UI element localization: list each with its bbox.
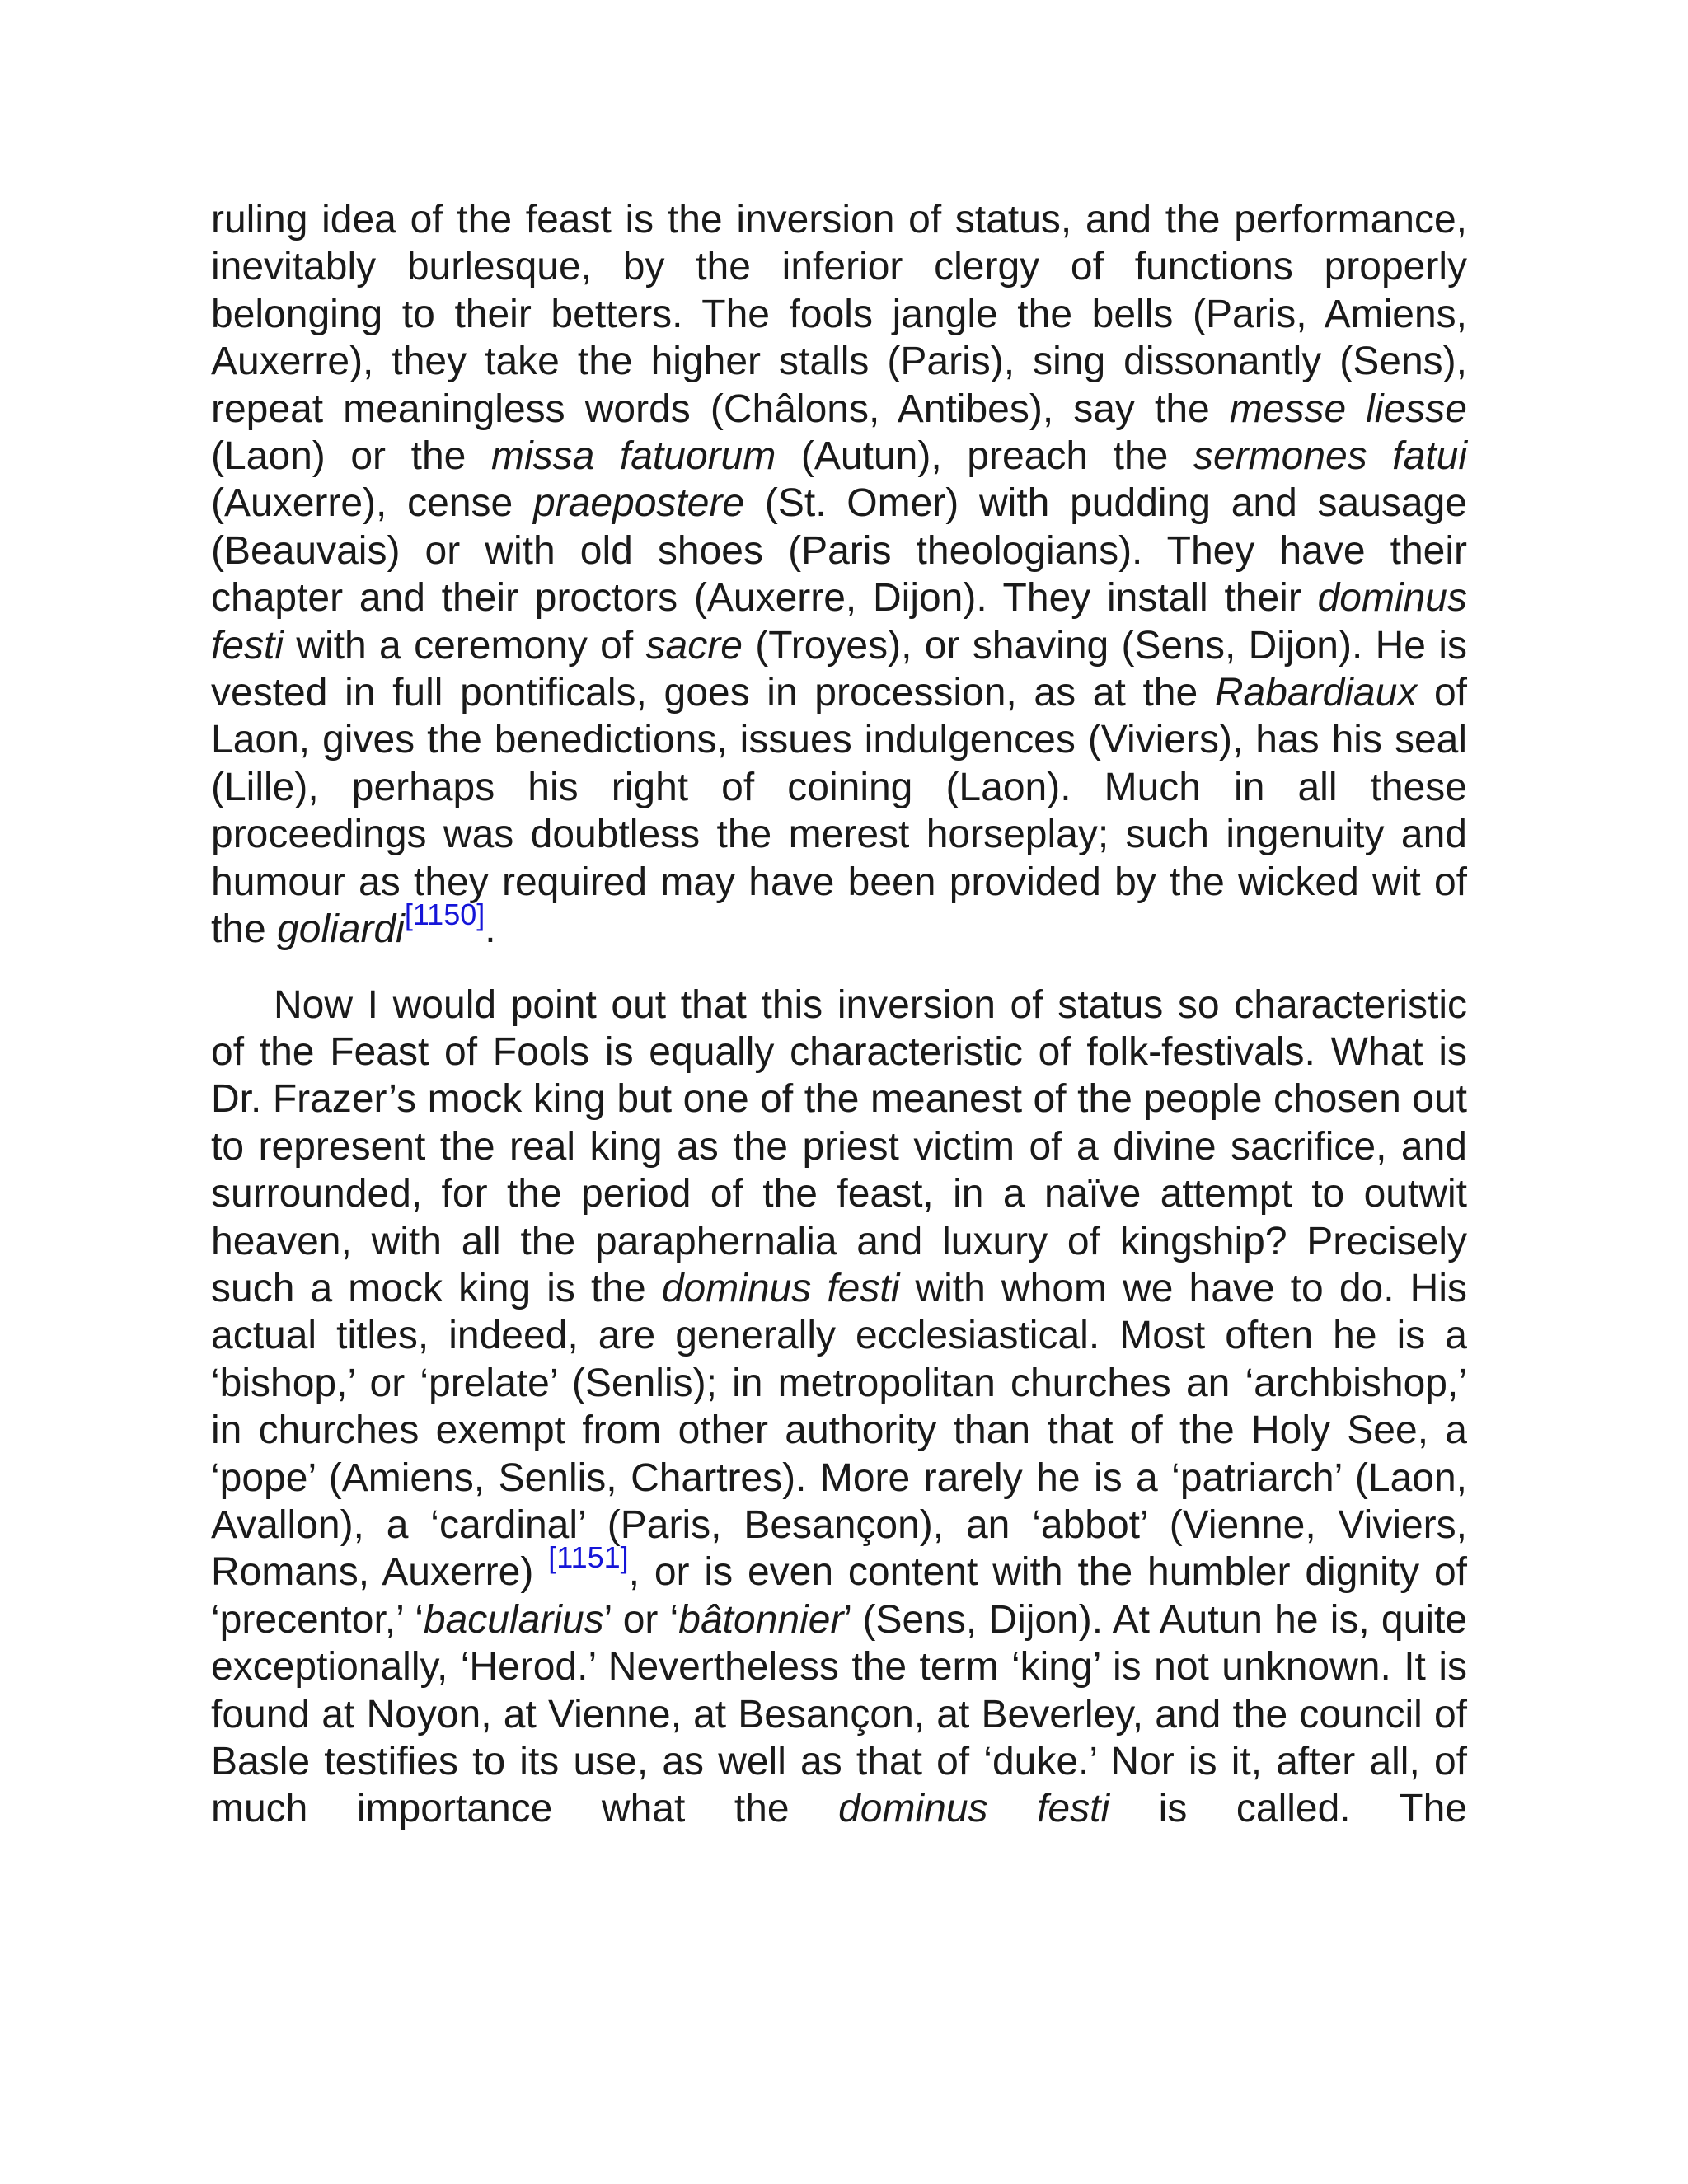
italic-term: goliardi — [277, 907, 405, 952]
italic-term: messe liesse — [1229, 387, 1467, 431]
text-run: (Autun), preach the — [776, 434, 1193, 479]
text-run: (St. Omer) with pudding and sausage (Beauvais) or with old shoes (Paris theologians). They have their chapter and their proctors (Auxerre, Dijon). They install their — [211, 481, 1467, 621]
footnote-link[interactable]: [1151] — [548, 1540, 629, 1575]
italic-term: dominus festi — [661, 1266, 900, 1310]
paragraph-feast-inversion — [211, 196, 1467, 954]
italic-term: sermones fatui — [1193, 434, 1468, 479]
text-run: (Troyes), or shaving (Sens, Dijon). He is vested in full pontificals, goes in procession, as at the — [211, 623, 1467, 715]
text-run: is called. The — [1109, 1787, 1468, 1831]
italic-term: Rabardiaux — [1214, 671, 1418, 715]
italic-term: dominus festi — [838, 1787, 1110, 1831]
italic-term: missa fatuorum — [490, 434, 776, 479]
text-run: ’ or ‘ — [603, 1597, 679, 1642]
text-run: with whom we have to do. His actual titles, indeed, are generally ecclesiastical. Most often he is a ‘bishop,’ or ‘prelate’ (Senlis); in metropolitan churches an ‘archbishop,’ in churches exempt from other authority than that of the Holy See, a ‘pope’ (Amiens, Senlis, Chartres). More rarely he is a ‘patriarch’ (Laon, Avallon), a ‘cardinal’ (Paris, Besançon), an ‘abbot’ (Vienne, Viviers, Romans, Auxerre) — [211, 1266, 1468, 1595]
text-run: (Laon) or the — [211, 434, 491, 479]
italic-term: dominus festi — [211, 576, 1467, 668]
italic-term: bacularius — [423, 1597, 604, 1642]
text-run: (Auxerre), cense — [211, 481, 533, 526]
italic-term: praepostere — [532, 481, 745, 526]
book-page — [211, 196, 1467, 1833]
paragraph-mock-king — [211, 982, 1467, 1833]
text-run: with a ceremony of — [284, 623, 646, 668]
italic-term: sacre — [645, 623, 743, 668]
text-run: of Laon, gives the benedictions, issues indulgences (Viviers), has his seal (Lille), perhaps his right of coining (Laon). Much in all these proceedings was doubtless the merest horseplay; such ingenuity and humour as they required may have been provided by the wicked wit of the — [211, 671, 1467, 952]
footnote-link[interactable]: [1150] — [404, 898, 485, 932]
text-run: ’ (Sens, Dijon). At Autun he is, quite exceptionally, ‘Herod.’ Nevertheless the term ‘king’ is not unknown. It is found at Noyon, at Vienne, at Besançon, at Beverley, and the council of Basle testifies to its use, as well as that of ‘duke.’ Nor is it, after all, of much importance what the — [211, 1597, 1468, 1831]
italic-term: bâtonnier — [678, 1597, 844, 1642]
text-run: . — [485, 907, 496, 952]
text-run: ruling idea of the feast is the inversion of status, and the performance, inevitably burlesque, by the inferior clergy of functions properly belonging to their betters. The fools jangle the bells (Paris, Amiens, Auxerre), they take the higher stalls (Paris), sing dissonantly (Sens), repeat meaningless words (Châlons, Antibes), say the — [211, 198, 1467, 431]
text-run: Now I would point out that this inversion of status so characteristic of the Feast of Fools is equally characteristic of folk-festivals. What is Dr. Frazer’s mock king but one of the meanest of the people chosen out to represent the real king as the priest victim of a divine sacrifice, and surrounded, for the period of the feast, in a naïve attempt to outwit heaven, with all the paraphernalia and luxury of kingship? Precisely such a mock king is the — [211, 982, 1467, 1310]
text-run: , or is even content with the humbler dignity of ‘precentor,’ ‘ — [211, 1550, 1467, 1642]
